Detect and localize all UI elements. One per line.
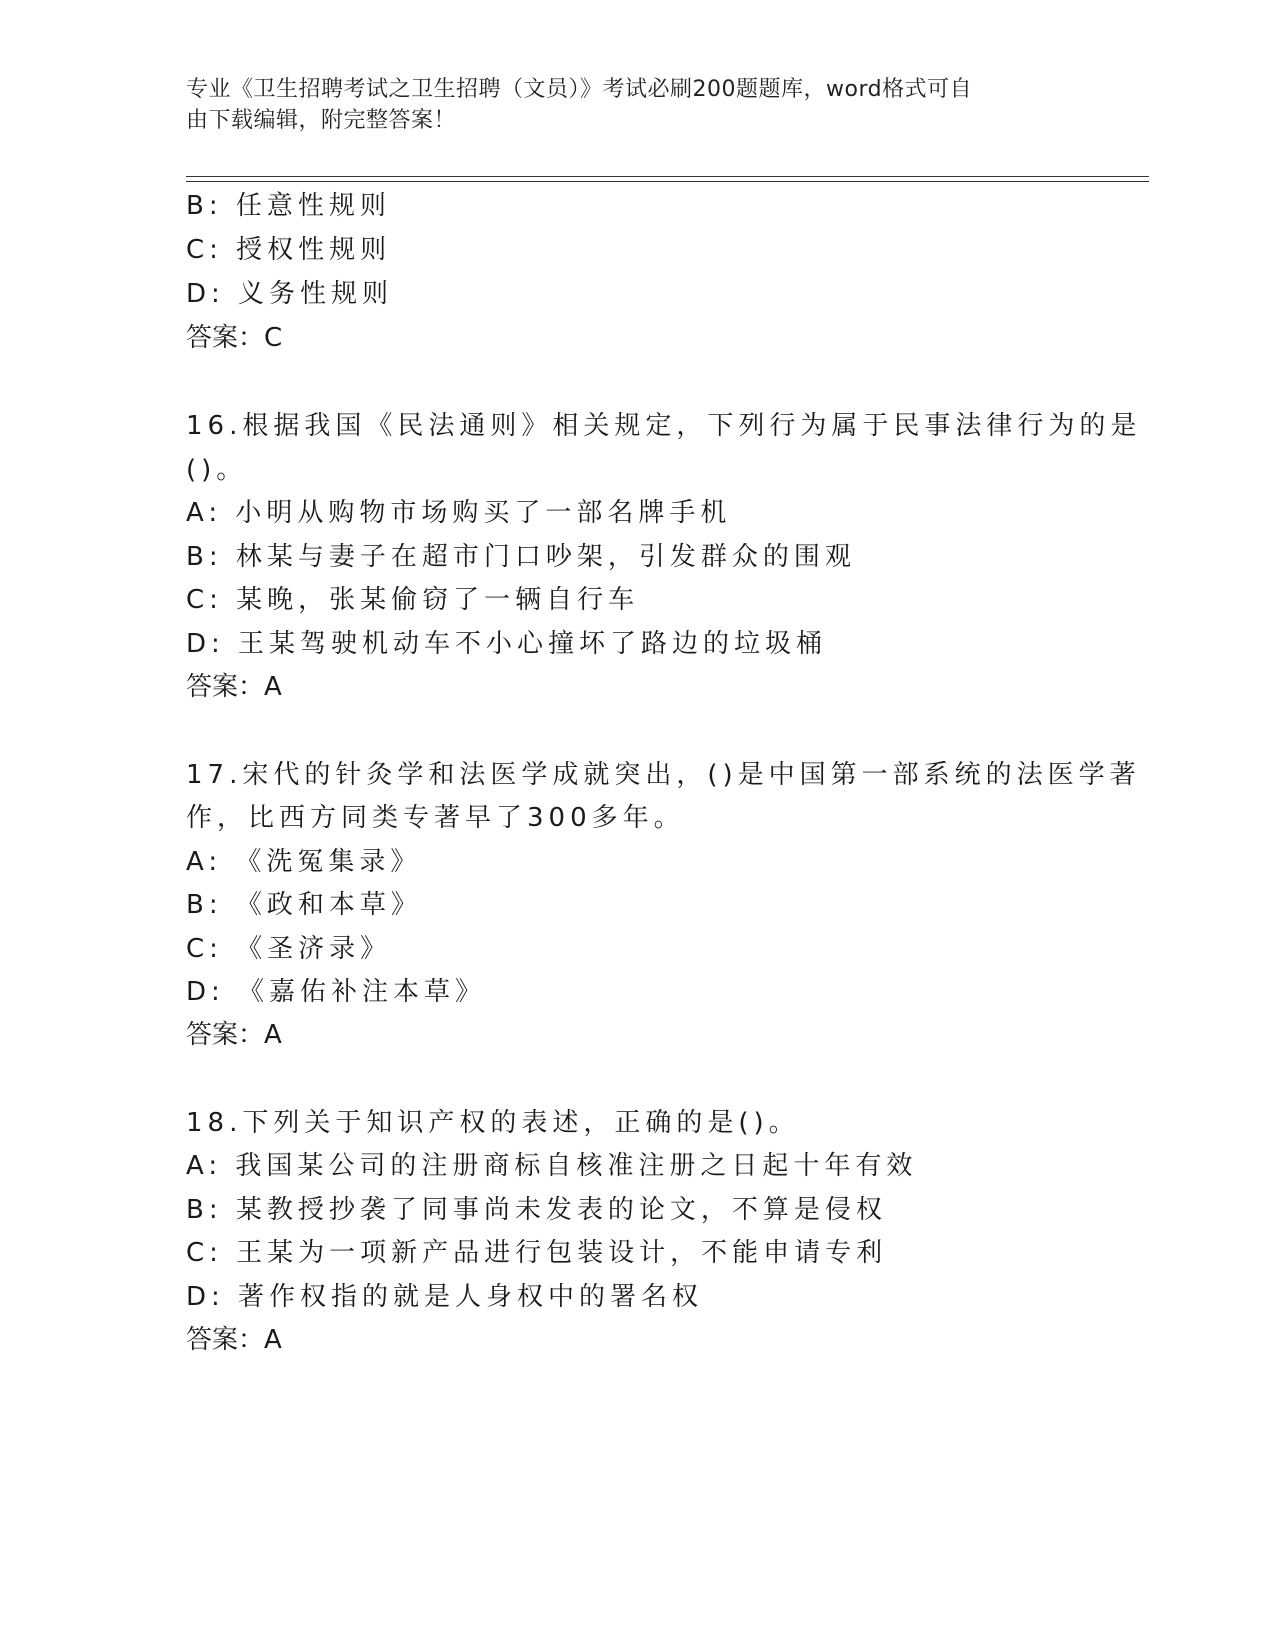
q16-option-a: A: 小明从购物市场购买了一部名牌手机	[186, 498, 732, 528]
q16-option-c: C: 某晚，张某偷窃了一辆自行车	[186, 585, 640, 615]
q17-option-d: D: 《嘉佑补注本草》	[186, 977, 487, 1007]
q17-option-c: C: 《圣济录》	[186, 934, 392, 964]
q18-option-a: A: 我国某公司的注册商标自核准注册之日起十年有效	[186, 1151, 918, 1181]
q17-answer: 答案：A	[186, 1020, 282, 1050]
q18-option-d: D: 著作权指的就是人身权中的署名权	[186, 1282, 704, 1312]
q16-stem-line-1: 16.根据我国《民法通则》相关规定，下列行为属于民事法律行为的是	[186, 411, 1142, 441]
q18-answer: 答案：A	[186, 1325, 282, 1355]
document-header	[186, 74, 1086, 136]
q16-answer: 答案：A	[186, 672, 282, 702]
q15-answer: 答案：C	[186, 323, 283, 353]
q18-option-c: C: 王某为一项新产品进行包装设计，不能申请专利	[186, 1238, 888, 1268]
q16-option-b: B: 林某与妻子在超市门口吵架，引发群众的围观	[186, 542, 856, 572]
q16-stem-line-2: ()。	[186, 455, 248, 485]
q17-stem-line-2: 作，比西方同类专著早了300多年。	[186, 803, 685, 833]
q15-option-b: B: 任意性规则	[186, 191, 391, 221]
q17-stem-line-1: 17.宋代的针灸学和法医学成就突出，()是中国第一部系统的法医学著	[186, 760, 1141, 790]
q17-option-a: A: 《洗冤集录》	[186, 847, 422, 877]
q18-stem-line-1: 18.下列关于知识产权的表述，正确的是()。	[186, 1108, 800, 1138]
q15-option-d: D: 义务性规则	[186, 279, 394, 309]
header-rule-top	[186, 176, 1149, 177]
header-line-1: 专业《卫生招聘考试之卫生招聘（文员）》考试必刷200题题库，word格式可自	[186, 77, 973, 102]
q15-option-c: C: 授权性规则	[186, 235, 392, 265]
header-rule-bottom	[186, 181, 1149, 182]
q18-option-b: B: 某教授抄袭了同事尚未发表的论文，不算是侵权	[186, 1195, 887, 1225]
q17-option-b: B: 《政和本草》	[186, 890, 422, 920]
header-line-2: 由下载编辑，附完整答案！	[186, 108, 457, 133]
q16-option-d: D: 王某驾驶机动车不小心撞坏了路边的垃圾桶	[186, 629, 828, 659]
